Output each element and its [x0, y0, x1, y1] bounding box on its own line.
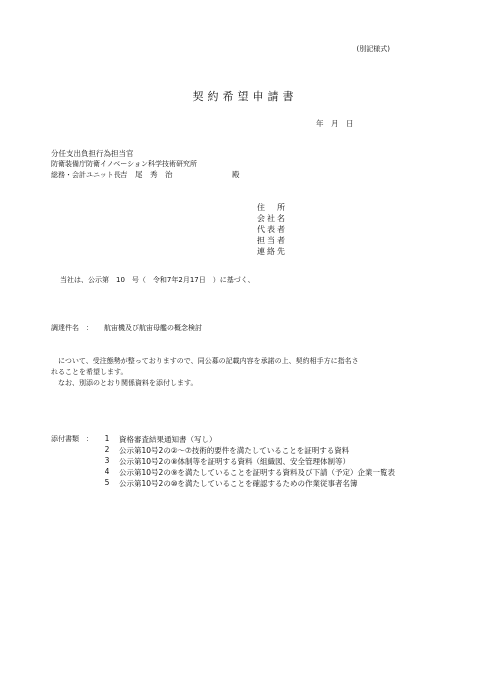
- field-phone-label: 連絡先: [257, 247, 285, 256]
- attachment-item: 公示第10号2の⑩を満たしていることを確認するための作業従事者名簿: [119, 479, 358, 488]
- attachment-item: 公示第10号2の②～⑦技術的要件を満たしていることを証明する資料: [119, 446, 350, 455]
- attachment-number: 3: [104, 456, 110, 465]
- procurement-value: 航宙機及び航宙母艦の概念検討: [104, 324, 202, 332]
- attachment-item: 公示第10号2の⑨を満たしていることを証明する資料及び下請（予定）企業一覧表: [119, 468, 396, 477]
- attachments-label: 添付書類 ：: [51, 435, 93, 443]
- body-line-3: なお、別添のとおり関係資料を添付します。: [58, 379, 198, 387]
- attachment-item: 公示第10号2の⑧体制等を証明する資料（組織図、安全管理体制等）: [119, 457, 351, 466]
- recipient-name: 吉 尾 秀 治: [120, 170, 173, 179]
- recipient-unit: 総務・会計ユニット長: [51, 171, 121, 179]
- recipient-honorific: 殿: [232, 170, 240, 179]
- field-representative-label: 代表者: [257, 225, 285, 234]
- attachment-item: 資格審査結果通知書（写し）: [119, 435, 217, 444]
- date-line: 年 月 日: [316, 119, 354, 128]
- form-note: (別記様式): [356, 45, 390, 53]
- attachment-number: 1: [104, 434, 110, 443]
- attachment-number: 2: [104, 445, 110, 454]
- field-company-label: 会社名: [257, 214, 285, 223]
- recipient-title: 分任支出負担行為担当官: [51, 149, 134, 158]
- field-address-label: 住所: [257, 203, 285, 212]
- procurement-label: 調達件名 ：: [51, 324, 93, 332]
- attachment-number: 5: [104, 478, 110, 487]
- attachment-number: 4: [104, 467, 110, 476]
- document-title: 契約希望申請書: [192, 90, 298, 103]
- basis-sentence: 当社は、公示第 10 号（ 令和7年2月17日 ）に基づく、: [60, 276, 255, 284]
- recipient-organization: 防衛装備庁防衛イノベーション科学技術研究所: [51, 160, 198, 168]
- body-line-2: れることを希望します。: [51, 368, 128, 376]
- body-line-1: について、受注態勢が整っておりますので、同公募の記載内容を承諾の上、契約相手方に指名さ: [58, 357, 359, 365]
- field-contact-person-label: 担当者: [257, 236, 285, 245]
